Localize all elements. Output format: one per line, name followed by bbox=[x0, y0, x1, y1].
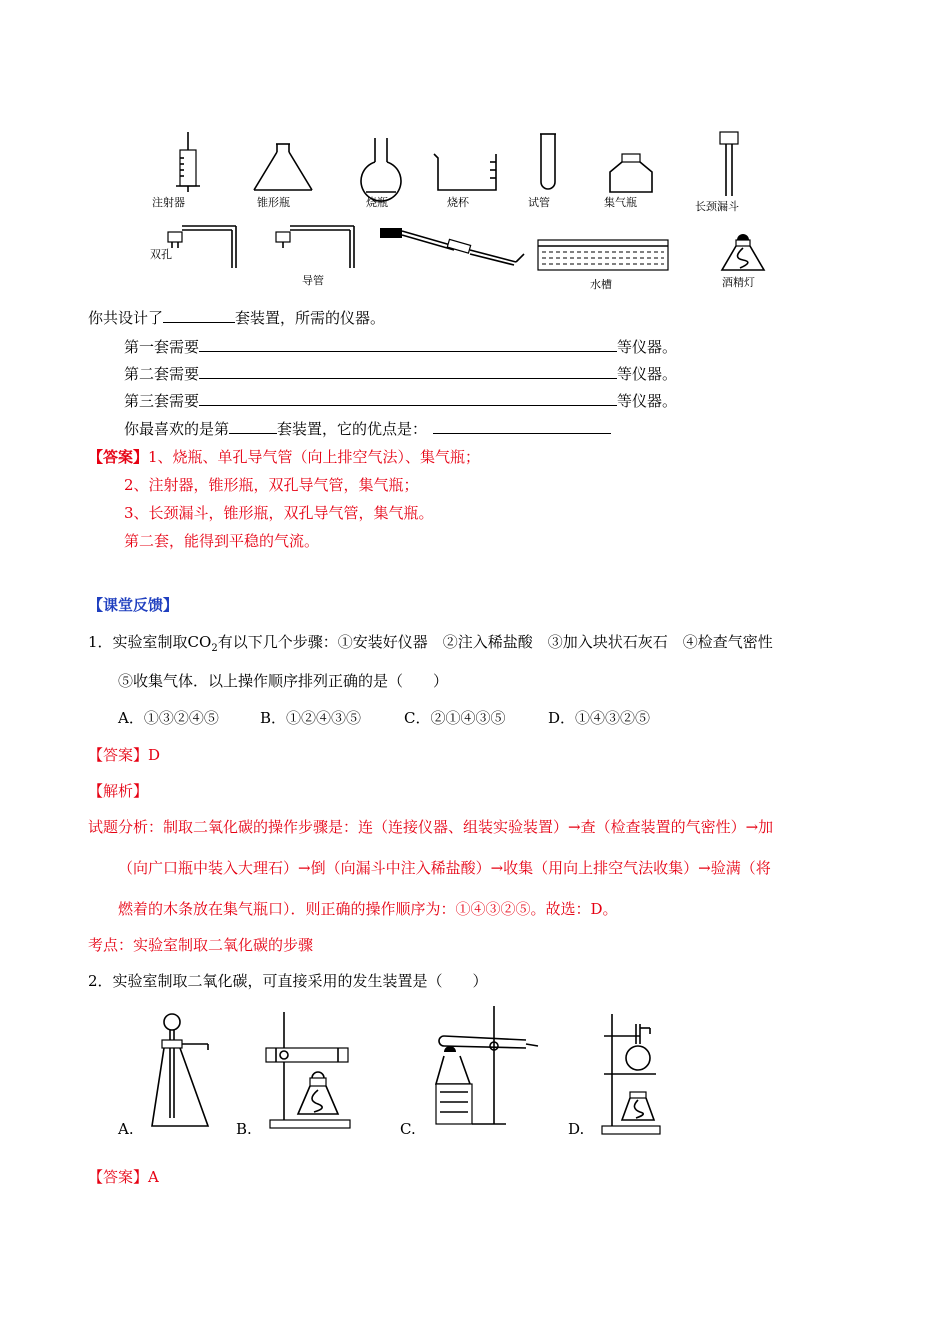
q2-answer: 【答案】A bbox=[88, 1168, 159, 1186]
q1-stem-a: 1．实验室制取CO bbox=[88, 633, 212, 651]
design-count-line bbox=[88, 307, 385, 328]
label-gas-bottle: 集气瓶 bbox=[604, 196, 637, 209]
q1-stem-sub: 2 bbox=[211, 643, 218, 654]
set1-blank[interactable] bbox=[199, 336, 617, 352]
delivery-tube-icon bbox=[378, 224, 528, 264]
gas-bottle-icon bbox=[606, 152, 656, 194]
set2-line bbox=[124, 363, 677, 384]
set3-blank[interactable] bbox=[199, 390, 617, 406]
double-hole-tube-icon bbox=[160, 222, 250, 270]
q1-option-c[interactable]: C．②①④③⑤ bbox=[404, 709, 506, 727]
label-conical-flask: 锥形瓶 bbox=[257, 196, 290, 209]
label-test-tube: 试管 bbox=[528, 196, 550, 209]
conduit-tube-icon bbox=[268, 222, 360, 270]
label-water-trough: 水槽 bbox=[590, 278, 612, 291]
label-double-hole: 双孔 bbox=[150, 248, 172, 261]
round-flask-icon bbox=[356, 136, 406, 194]
favorite-prefix: 你最喜欢的是第 bbox=[124, 420, 230, 438]
q1-option-d[interactable]: D．①④③②⑤ bbox=[548, 709, 651, 727]
apparatus-c-icon bbox=[430, 1006, 542, 1130]
alcohol-lamp-icon bbox=[718, 230, 768, 274]
label-round-flask: 烧瓶 bbox=[366, 196, 388, 209]
beaker-icon bbox=[432, 152, 502, 192]
answer-tag: 【答案】 bbox=[88, 448, 149, 466]
long-funnel-icon bbox=[714, 130, 744, 198]
q1-option-a[interactable]: A．①③②④⑤ bbox=[118, 709, 219, 727]
q1-stem bbox=[88, 631, 773, 654]
q2-label-d[interactable]: D. bbox=[568, 1120, 585, 1138]
favorite-suffix: 套装置，它的优点是： bbox=[277, 420, 428, 438]
apparatus-b-icon bbox=[262, 1012, 358, 1132]
label-long-funnel: 长颈漏斗 bbox=[695, 200, 739, 213]
set2-prefix: 第二套需要 bbox=[124, 365, 200, 383]
test-tube-icon bbox=[536, 132, 560, 194]
label-conduit: 导管 bbox=[302, 274, 324, 287]
q1-kaodian: 考点：实验室制取二氧化碳的步骤 bbox=[88, 936, 314, 954]
set3-suffix: 等仪器。 bbox=[617, 392, 678, 410]
q1-option-b[interactable]: B．①②④③⑤ bbox=[260, 709, 362, 727]
feedback-heading: 【课堂反馈】 bbox=[88, 596, 179, 614]
favorite-number-blank[interactable] bbox=[229, 418, 277, 434]
label-beaker: 烧杯 bbox=[447, 196, 469, 209]
favorite-line bbox=[124, 418, 611, 439]
set3-line bbox=[124, 390, 677, 411]
q2-stem: 2．实验室制取二氧化碳，可直接采用的发生装置是（ ） bbox=[88, 972, 488, 990]
q1-stem-b: 有以下几个步骤：①安装好仪器 ②注入稀盐酸 ③加入块状石灰石 ④检查气密性 bbox=[217, 633, 773, 651]
q1-answer: 【答案】D bbox=[88, 746, 161, 764]
set2-suffix: 等仪器。 bbox=[617, 365, 678, 383]
set1-suffix: 等仪器。 bbox=[617, 338, 678, 356]
q1-analysis-2: （向广口瓶中装入大理石）→倒（向漏斗中注入稀盐酸）→收集（用向上排空气法收集）→验满（将 bbox=[118, 859, 771, 877]
q2-label-c[interactable]: C. bbox=[400, 1120, 416, 1138]
label-syringe: 注射器 bbox=[152, 196, 185, 209]
set1-line bbox=[124, 336, 677, 357]
q2-label-b[interactable]: B. bbox=[236, 1120, 252, 1138]
water-trough-icon bbox=[536, 238, 672, 274]
design-count-suffix: 套装置，所需的仪器。 bbox=[235, 309, 386, 327]
q2-label-a[interactable]: A. bbox=[118, 1120, 134, 1138]
q1-analysis-3: 燃着的木条放在集气瓶口）．则正确的操作顺序为：①④③②⑤。故选：D。 bbox=[118, 900, 618, 918]
design-count-blank[interactable] bbox=[163, 307, 235, 323]
label-alcohol-lamp: 酒精灯 bbox=[722, 276, 755, 289]
q1-analysis-1: 试题分析：制取二氧化碳的操作步骤是：连（连接仪器、组装实验装置）→查（检查装置的气密性）→加 bbox=[88, 818, 774, 836]
syringe-icon bbox=[168, 132, 208, 194]
answer-line-2: 2、注射器，锥形瓶，双孔导气管，集气瓶； bbox=[124, 476, 419, 494]
favorite-reason-blank[interactable] bbox=[433, 418, 611, 434]
answer-text-1: 1、烧瓶、单孔导气管（向上排空气法）、集气瓶； bbox=[148, 448, 481, 466]
design-count-prefix: 你共设计了 bbox=[88, 309, 164, 327]
conical-flask-icon bbox=[250, 142, 316, 194]
answer-line-3: 3、长颈漏斗，锥形瓶，双孔导气管，集气瓶。 bbox=[124, 504, 434, 522]
apparatus-a-icon bbox=[148, 1008, 214, 1132]
set3-prefix: 第三套需要 bbox=[124, 392, 200, 410]
set1-prefix: 第一套需要 bbox=[124, 338, 200, 356]
apparatus-d-icon bbox=[600, 1014, 664, 1136]
q1-analysis-tag: 【解析】 bbox=[88, 782, 149, 800]
answer-line-4: 第二套，能得到平稳的气流。 bbox=[124, 532, 320, 550]
set2-blank[interactable] bbox=[199, 363, 617, 379]
q1-stem-line2: ⑤收集气体．以上操作顺序排列正确的是（ ） bbox=[118, 672, 449, 690]
answer-line-1 bbox=[88, 446, 480, 467]
